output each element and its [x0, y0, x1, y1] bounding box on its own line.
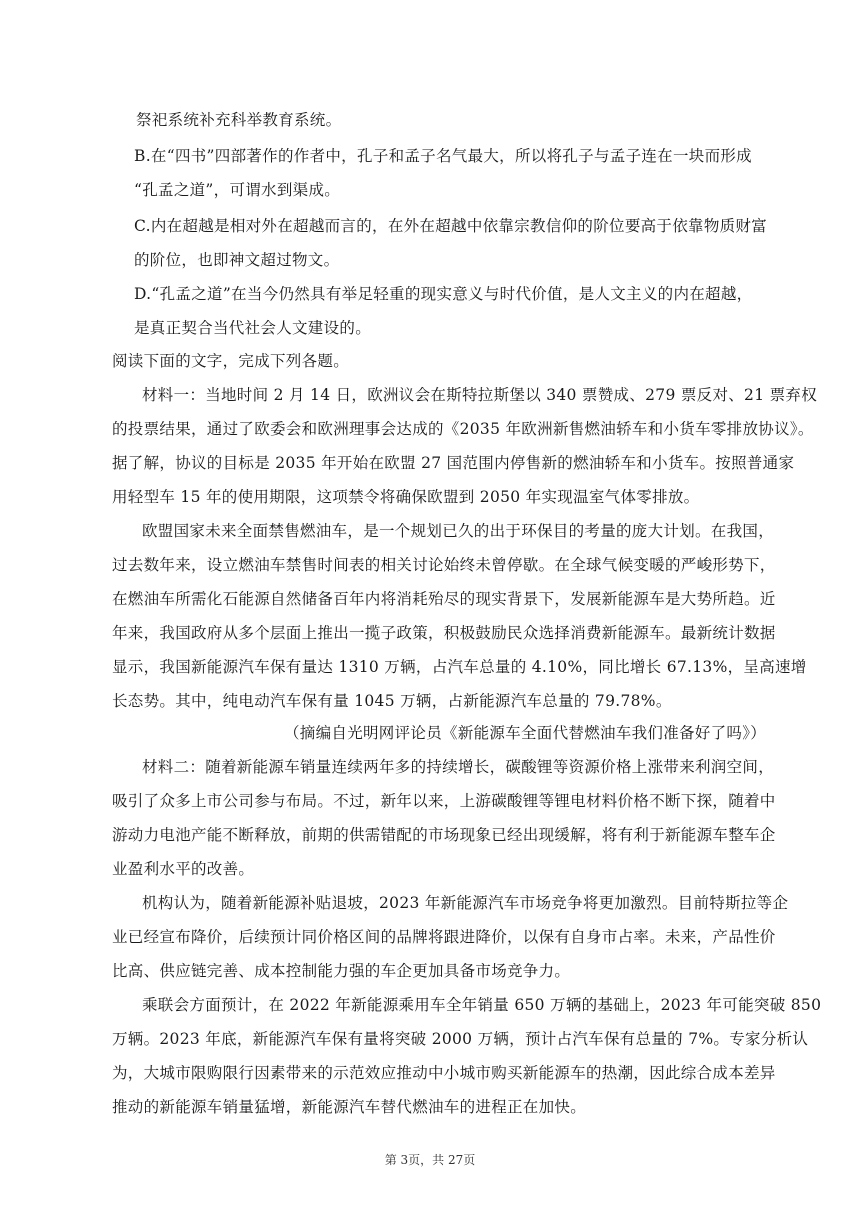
material1-p1-line-3: 据了解，协议的目标是 2035 年开始在欧盟 27 国范围内停售新的燃油轿车和小货车。按照普通家: [112, 454, 795, 472]
material2-p3-line-4: 推动的新能源车销量猛增，新能源汽车替代燃油车的进程正在加快。: [112, 1098, 587, 1116]
option-c-line-2: 的阶位，也即神文超过物文。: [134, 251, 340, 269]
option-d-line-1: D.“孔孟之道”在当今仍然具有举足轻重的现实意义与时代价值，是人文主义的内在超越，: [134, 285, 753, 303]
reading-instruction: 阅读下面的文字，完成下列各题。: [112, 352, 350, 370]
material1-p1-line-4: 用轻型车 15 年的使用期限，这项禁令将确保欧盟到 2050 年实现温室气体零排放。: [112, 488, 700, 506]
material2-p2-line-2: 业已经宣布降价，后续预计同价格区间的品牌将跟进降价，以保有自身市占率。未来，产品性价: [112, 928, 776, 946]
material2-p3-line-3: 为，大城市限购限行因素带来的示范效应推动中小城市购买新能源车的热潮，因此综合成本差异: [112, 1064, 776, 1082]
material2-p1-line-2: 吸引了众多上市公司参与布局。不过，新年以来，上游碳酸锂等锂电材料价格不断下探，随着中: [112, 792, 776, 810]
option-b-line-2: “孔孟之道”，可谓水到渠成。: [134, 181, 341, 199]
material1-p2-line-6: 长态势。其中，纯电动汽车保有量 1045 万辆，占新能源汽车总量的 79.78%。: [112, 692, 672, 710]
material2-p1-line-3: 游动力电池产能不断释放，前期的供需错配的市场现象已经出现缓解，将有利于新能源车整车企: [112, 826, 776, 844]
material1-p2-line-2: 过去数年来，设立燃油车禁售时间表的相关讨论始终未曾停歇。在全球气候变暖的严峻形势下，: [112, 556, 776, 574]
material2-p1-line-1: 材料二：随着新能源车销量连续两年多的持续增长，碳酸锂等资源价格上涨带来利润空间，: [142, 758, 775, 776]
material2-p3-line-1: 乘联会方面预计，在 2022 年新能源乘用车全年销量 650 万辆的基础上，2023 年可能突破 850: [142, 996, 822, 1014]
material1-p2-line-1: 欧盟国家未来全面禁售燃油车，是一个规划已久的出于环保目的考量的庞大计划。在我国，: [142, 522, 775, 540]
option-c-line-1: C.内在超越是相对外在超越而言的，在外在超越中依靠宗教信仰的阶位要高于依靠物质财富: [134, 217, 768, 235]
material2-p2-line-1: 机构认为，随着新能源补贴退坡，2023 年新能源汽车市场竞争将更加激烈。目前特斯拉等企: [142, 894, 789, 912]
material1-p1-line-1: 材料一：当地时间 2 月 14 日，欧洲议会在斯特拉斯堡以 340 票赞成、279 票反对、21 票弃权: [142, 386, 817, 404]
material2-p3-line-2: 万辆。2023 年底，新能源汽车保有量将突破 2000 万辆，预计占汽车保有总量的 7%。专家分析认: [112, 1030, 809, 1048]
option-d-line-2: 是真正契合当代社会人文建设的。: [134, 319, 372, 337]
material2-p1-line-4: 业盈利水平的改善。: [112, 860, 255, 878]
material1-p2-line-5: 显示，我国新能源汽车保有量达 1310 万辆，占汽车总量的 4.10%，同比增长 67.13%，呈高速增: [112, 658, 807, 676]
option-a-continuation: 祭祀系统补充科举教育系统。: [136, 111, 342, 129]
material1-p2-line-3: 在燃油车所需化石能源自然储备百年内将消耗殆尽的现实背景下，发展新能源车是大势所趋。近: [112, 590, 776, 608]
material1-p2-line-4: 年来，我国政府从多个层面上推出一揽子政策，积极鼓励民众选择消费新能源车。最新统计数据: [112, 624, 776, 642]
material1-p1-line-2: 的投票结果，通过了欧委会和欧洲理事会达成的《2035 年欧洲新售燃油轿车和小货车零排放协议》。: [112, 420, 814, 438]
option-b-line-1: B.在“四书”四部著作的作者中，孔子和孟子名气最大，所以将孔子与孟子连在一块而形成: [134, 147, 752, 165]
material2-p2-line-3: 比高、供应链完善、成本控制能力强的车企更加具备市场竞争力。: [112, 962, 571, 980]
material1-source: （摘编自光明网评论员《新能源车全面代替燃油车我们准备好了吗》）: [284, 724, 767, 742]
page-number-footer: 第 3页，共 27页: [384, 1153, 476, 1167]
